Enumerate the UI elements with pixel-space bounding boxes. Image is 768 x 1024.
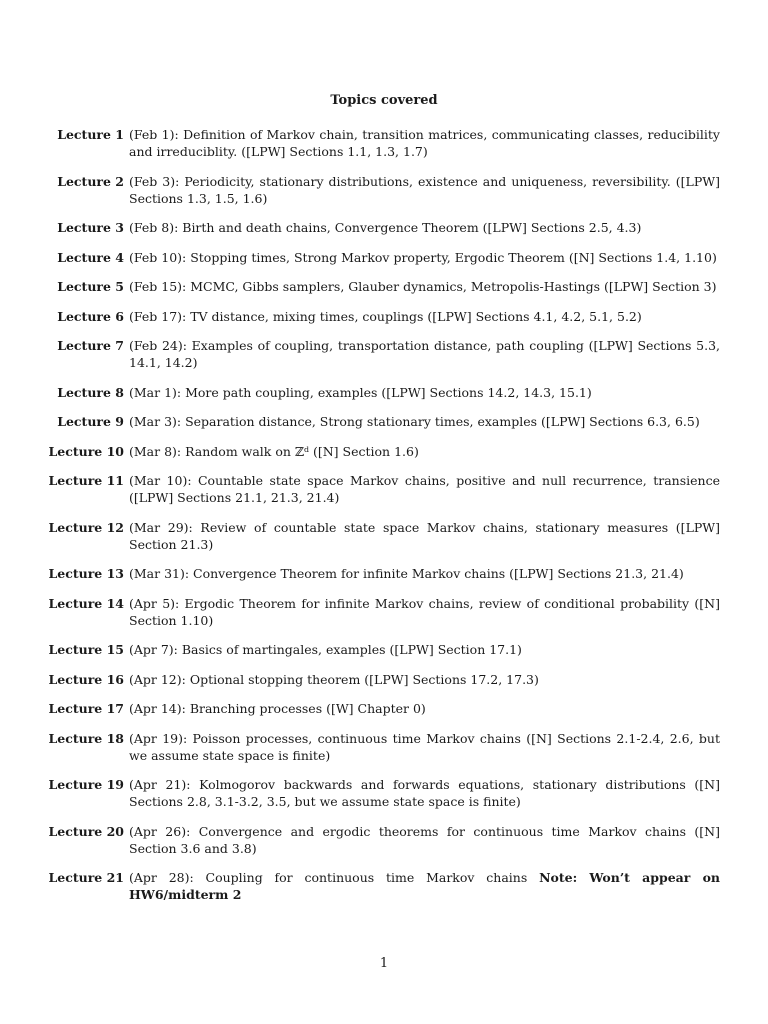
lecture-entry — [40, 869, 720, 903]
lecture-description — [129, 823, 720, 857]
lecture-label: Lecture 21 — [48, 870, 124, 885]
lecture-entry — [40, 173, 720, 207]
lecture-description — [129, 519, 720, 553]
lecture-label: Lecture 8 — [57, 384, 124, 400]
lecture-description — [129, 384, 720, 401]
lecture-label: Lecture 19 — [48, 777, 124, 792]
lecture-text: (Feb 15): MCMC, Gibbs samplers, Glauber dynamics, Metropolis-Hastings ([LPW] Section 3) — [129, 279, 717, 294]
lecture-entry — [40, 384, 720, 401]
lecture-label: Lecture 18 — [48, 730, 124, 746]
lecture-entry — [40, 565, 720, 582]
lecture-description — [129, 595, 720, 629]
lecture-label: Lecture 7 — [57, 338, 124, 353]
lecture-description — [129, 249, 720, 266]
lecture-entry — [40, 219, 720, 236]
lecture-text: (Feb 3): Periodicity, stationary distributions, existence and uniqueness, reversibility. ([LPW] Sections 1.3, 1.5, 1.6) — [129, 173, 720, 206]
lecture-description — [129, 126, 720, 160]
lecture-entry — [40, 443, 720, 460]
lecture-text: (Apr 7): Basics of martingales, examples ([LPW] Section 17.1) — [129, 642, 522, 657]
lecture-entry — [40, 671, 720, 688]
lecture-label: Lecture 2 — [57, 173, 124, 189]
lecture-description — [129, 869, 720, 903]
lecture-entry — [40, 126, 720, 160]
lecture-label: Lecture 12 — [48, 519, 124, 535]
lecture-text: (Apr 28): Coupling for continuous time Markov chains — [129, 870, 528, 885]
lecture-entry — [40, 337, 720, 371]
lecture-description — [129, 671, 720, 688]
lecture-text: (Mar 3): Separation distance, Strong stationary times, examples ([LPW] Sections 6.3, 6.5) — [129, 414, 700, 429]
lecture-text: (Mar 1): More path coupling, examples ([LPW] Sections 14.2, 14.3, 15.1) — [129, 384, 592, 400]
lecture-entry — [40, 472, 720, 506]
lecture-description — [129, 443, 720, 460]
lecture-label: Lecture 11 — [48, 473, 124, 488]
lecture-label: Lecture 16 — [48, 671, 124, 687]
lecture-entry — [40, 413, 720, 430]
lecture-label: Lecture 13 — [48, 566, 124, 581]
lecture-description — [129, 641, 720, 658]
lecture-entry — [40, 308, 720, 325]
lecture-description — [129, 776, 720, 810]
lecture-label: Lecture 14 — [48, 595, 124, 611]
lecture-entry — [40, 823, 720, 857]
lecture-description — [129, 730, 720, 764]
lecture-entry — [40, 278, 720, 295]
lecture-text: (Apr 14): Branching processes ([W] Chapter 0) — [129, 701, 426, 716]
page-number: 1 — [379, 956, 389, 971]
lecture-text: (Apr 12): Optional stopping theorem ([LPW] Sections 17.2, 17.3) — [129, 671, 539, 687]
lecture-description — [129, 278, 720, 295]
lecture-description — [129, 472, 720, 506]
lecture-description — [129, 219, 720, 236]
lecture-text: (Feb 8): Birth and death chains, Convergence Theorem ([LPW] Sections 2.5, 4.3) — [129, 220, 642, 235]
lecture-text: (Feb 24): Examples of coupling, transportation distance, path coupling ([LPW] Sections 5.3, 14.1, 14.2) — [129, 338, 720, 370]
lecture-list — [40, 126, 720, 916]
lecture-text: (Apr 19): Poisson processes, continuous time Markov chains ([N] Sections 2.1-2.4, 2.6, but we assume state space is finite) — [129, 730, 720, 763]
lecture-text: (Mar 29): Review of countable state space Markov chains, stationary measures ([LPW] Section 21.3) — [129, 519, 720, 552]
lecture-label: Lecture 4 — [57, 249, 124, 265]
lecture-text: (Feb 1): Definition of Markov chain, transition matrices, communicating classes, reducibility and irreduciblity. ([LPW] Sections 1.1, 1.3, 1.7) — [129, 127, 720, 159]
lecture-text: (Mar 31): Convergence Theorem for infinite Markov chains ([LPW] Sections 21.3, 21.4) — [129, 566, 684, 581]
lecture-text: (Feb 10): Stopping times, Strong Markov property, Ergodic Theorem ([N] Sections 1.4, 1.10) — [129, 249, 717, 265]
lecture-description — [129, 173, 720, 207]
lecture-text: (Apr 5): Ergodic Theorem for infinite Markov chains, review of conditional probability ([N] Section 1.10) — [129, 595, 720, 628]
lecture-text: (Apr 26): Convergence and ergodic theorems for continuous time Markov chains ([N] Section 3.6 and 3.8) — [129, 823, 720, 856]
lecture-description — [129, 565, 720, 582]
lecture-text: (Mar 8): Random walk on ℤᵈ ([N] Section 1.6) — [129, 443, 419, 459]
lecture-entry — [40, 249, 720, 266]
lecture-description — [129, 337, 720, 371]
lecture-entry — [40, 730, 720, 764]
lecture-entry — [40, 519, 720, 553]
lecture-description — [129, 413, 720, 430]
lecture-text: (Mar 10): Countable state space Markov chains, positive and null recurrence, transience ([LPW] Sections 21.1, 21.3, 21.4) — [129, 473, 720, 505]
lecture-entry — [40, 595, 720, 629]
lecture-description — [129, 700, 720, 717]
lecture-label: Lecture 9 — [57, 414, 124, 429]
lecture-label: Lecture 20 — [48, 823, 124, 839]
lecture-entry — [40, 700, 720, 717]
lecture-text: (Apr 21): Kolmogorov backwards and forwards equations, stationary distributions ([N] Sections 2.8, 3.1-3.2, 3.5, but we assume state space is finite) — [129, 777, 720, 809]
lecture-label: Lecture 10 — [48, 443, 124, 459]
page-title: Topics covered — [330, 93, 438, 108]
lecture-text: (Feb 17): TV distance, mixing times, couplings ([LPW] Sections 4.1, 4.2, 5.1, 5.2) — [129, 308, 642, 324]
lecture-label: Lecture 6 — [57, 308, 124, 324]
lecture-description — [129, 308, 720, 325]
lecture-label: Lecture 3 — [57, 220, 124, 235]
lecture-entry — [40, 641, 720, 658]
lecture-label: Lecture 5 — [57, 279, 124, 294]
lecture-label: Lecture 1 — [57, 127, 124, 142]
lecture-label: Lecture 17 — [48, 701, 124, 716]
lecture-note: Note: Won’t appear on HW6/midterm 2 — [129, 870, 720, 902]
lecture-entry — [40, 776, 720, 810]
lecture-label: Lecture 15 — [48, 642, 124, 657]
